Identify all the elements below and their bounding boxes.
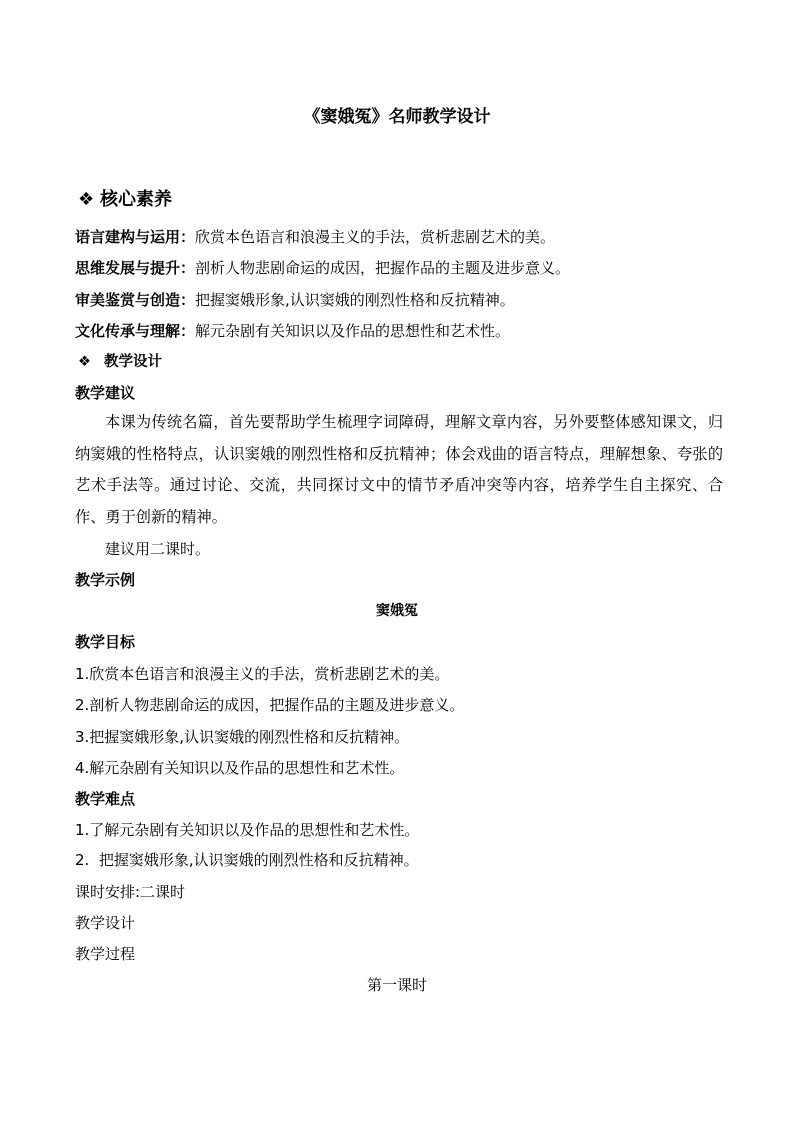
core-item-aesthetic [75, 290, 515, 310]
teaching-process-text: 教学过程 [75, 945, 136, 963]
goal-item: 2.剖析人物悲剧命运的成因，把握作品的主题及进步意义。 [75, 696, 465, 714]
difficulty-item: 1.了解元杂剧有关知识以及作品的思想性和艺术性。 [75, 821, 420, 839]
difficulty-item: 2. 把握窦娥形象,认识窦娥的刚烈性格和反抗精神。 [75, 851, 419, 869]
core-item-thinking [75, 258, 570, 278]
teaching-design-heading [78, 352, 162, 372]
diamond-bullet-icon: ❖ [78, 354, 91, 370]
core-item-text: 把握窦娥形象,认识窦娥的刚烈性格和反抗精神。 [195, 291, 515, 309]
core-item-text: 剖析人物悲剧命运的成因，把握作品的主题及进步意义。 [195, 259, 571, 277]
teaching-design-text: 教学设计 [75, 914, 136, 932]
diamond-bullet-icon: ❖ [78, 189, 95, 210]
core-item-label: 审美鉴赏与创造： [75, 291, 196, 309]
first-lesson-title: 第一课时 [366, 976, 427, 994]
core-literacy-heading [78, 188, 172, 212]
goal-item: 3.把握窦娥形象,认识窦娥的刚烈性格和反抗精神。 [75, 728, 410, 746]
core-literacy-heading-text: 核心素养 [100, 189, 172, 210]
core-item-text: 解元杂剧有关知识以及作品的思想性和艺术性。 [195, 322, 511, 340]
core-item-language [75, 227, 555, 247]
goal-item: 1.欣赏本色语言和浪漫主义的手法，赏析悲剧艺术的美。 [75, 665, 450, 683]
example-heading: 教学示例 [75, 571, 136, 589]
core-item-text: 欣赏本色语言和浪漫主义的手法，赏析悲剧艺术的美。 [195, 228, 556, 246]
suggestion-paragraph: 本课为传统名篇，首先要帮助学生梳理字词障碍，理解文章内容，另外要整体感知课文，归纳窦娥的性格特点，认识窦娥的刚烈性格和反抗精神；体会戏曲的语言特点，理解想象、夸张的艺术手法等。通过讨论、交流，共同探讨文中的情节矛盾冲突等内容，培养学生自主探究、合作、勇于创新的精神。 [75, 413, 723, 526]
core-item-label: 文化传承与理解： [75, 322, 196, 340]
teaching-design-heading-text: 教学设计 [104, 354, 162, 370]
document-title: 《窦娥冤》名师教学设计 [303, 107, 491, 127]
hours-suggestion: 建议用二课时。 [105, 540, 211, 558]
core-item-label: 语言建构与运用： [75, 228, 196, 246]
schedule-text: 课时安排:二课时 [75, 883, 186, 901]
goal-item: 4.解元杂剧有关知识以及作品的思想性和艺术性。 [75, 759, 405, 777]
core-item-label: 思维发展与提升： [75, 259, 196, 277]
core-item-culture [75, 321, 510, 341]
example-title: 窦娥冤 [376, 603, 418, 619]
goals-heading: 教学目标 [75, 633, 136, 651]
difficulties-heading: 教学难点 [75, 790, 136, 808]
suggestion-heading: 教学建议 [75, 384, 136, 402]
